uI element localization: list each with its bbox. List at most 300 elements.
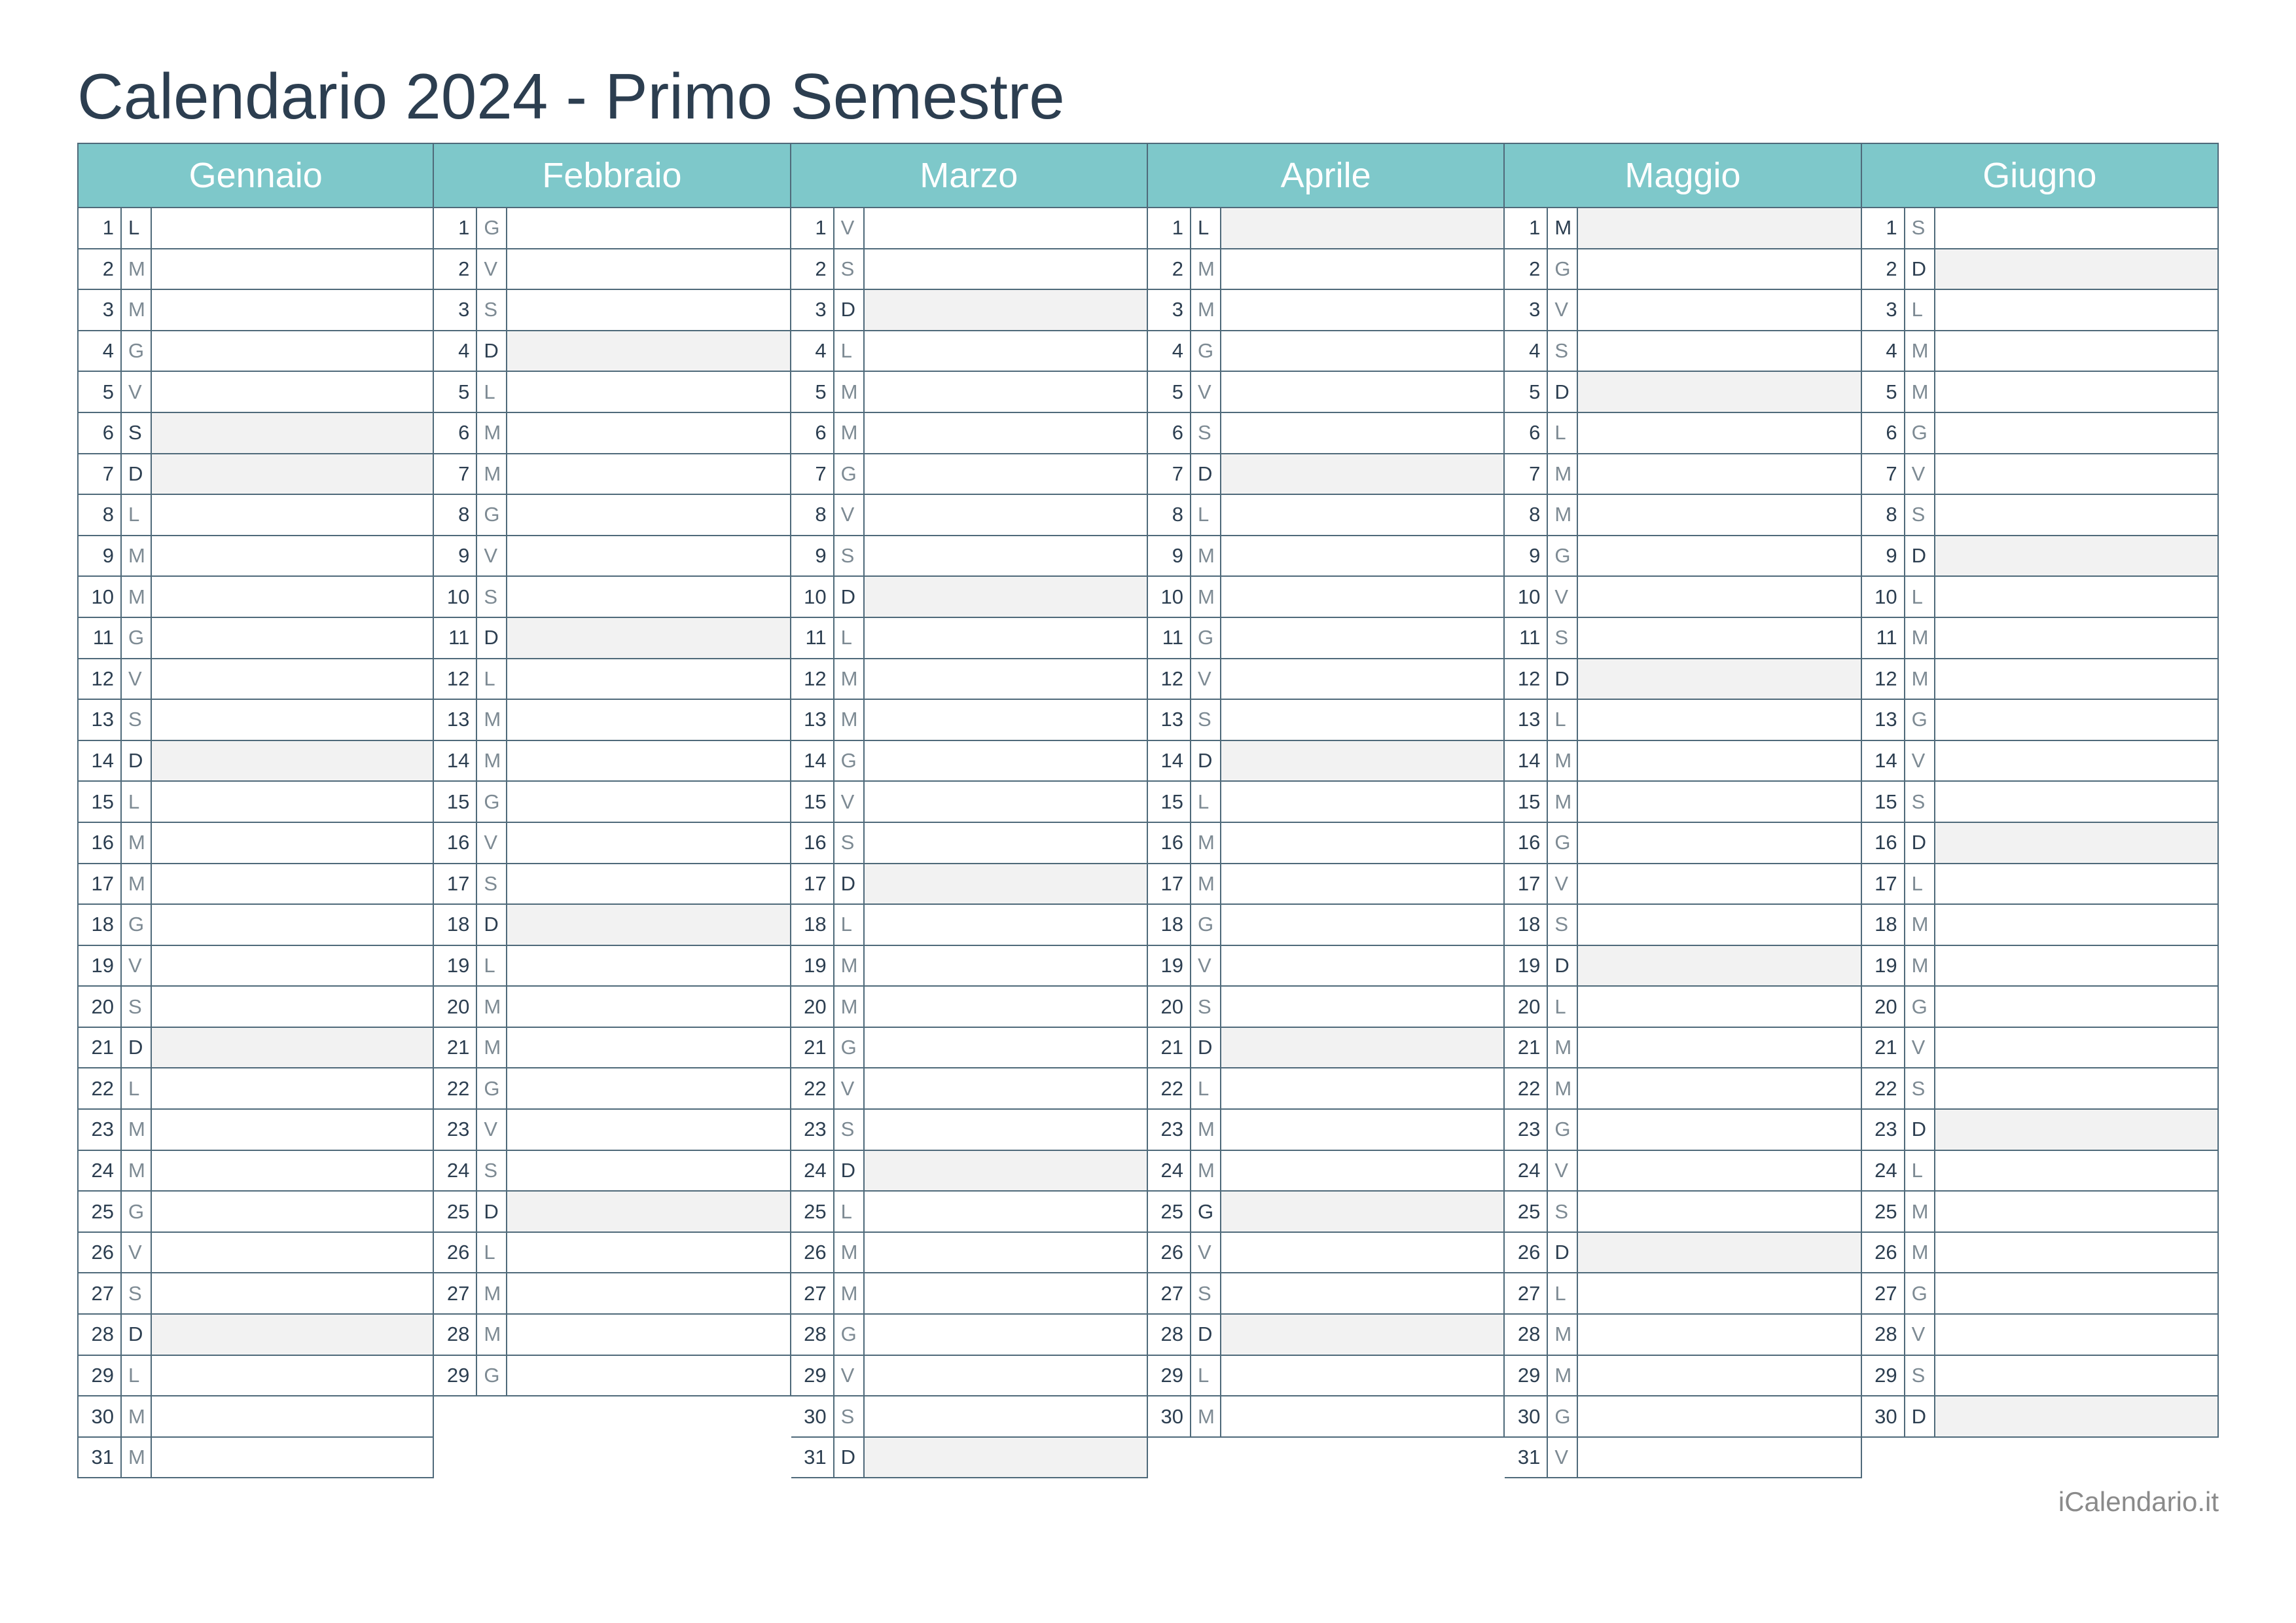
day-note-cell[interactable]: [1221, 987, 1503, 1027]
day-note-cell[interactable]: [507, 782, 789, 822]
weekday-letter: M: [1905, 905, 1935, 945]
day-note-cell[interactable]: [152, 1028, 433, 1068]
day-note-cell[interactable]: [865, 1151, 1147, 1191]
day-note-cell[interactable]: [1221, 618, 1503, 658]
day-note-cell[interactable]: [1935, 1192, 2217, 1231]
day-number: 14: [1862, 741, 1905, 781]
day-number: 24: [1505, 1151, 1548, 1191]
day-note-cell[interactable]: [507, 495, 789, 535]
day-note-cell[interactable]: [1935, 1028, 2217, 1068]
day-note-cell[interactable]: [865, 659, 1147, 699]
day-number: 16: [79, 823, 122, 863]
day-note-cell[interactable]: [1578, 454, 1860, 494]
day-note-cell[interactable]: [1935, 1151, 2217, 1191]
day-note-cell[interactable]: [1935, 700, 2217, 740]
day-note-cell[interactable]: [1221, 1396, 1503, 1436]
month-header: Aprile: [1148, 143, 1505, 208]
day-row: [1148, 290, 1503, 331]
weekday-letter: D: [834, 1151, 865, 1191]
day-note-cell[interactable]: [152, 1068, 433, 1108]
day-note-cell[interactable]: [1578, 1396, 1860, 1436]
day-row: [1862, 987, 2217, 1028]
day-row: [79, 454, 433, 496]
day-note-cell[interactable]: [507, 536, 789, 576]
day-note-cell[interactable]: [865, 700, 1147, 740]
day-note-cell[interactable]: [507, 1356, 789, 1396]
day-number: 1: [1505, 208, 1548, 248]
weekday-letter: D: [477, 331, 507, 371]
day-note-cell[interactable]: [1935, 741, 2217, 781]
weekday-letter: D: [1191, 1315, 1221, 1355]
day-note-cell[interactable]: [1221, 454, 1503, 494]
weekday-letter: D: [1905, 249, 1935, 289]
day-row: [1862, 577, 2217, 618]
day-number: 31: [1505, 1438, 1548, 1478]
day-row: [1505, 741, 1860, 782]
day-note-cell[interactable]: [1935, 864, 2217, 904]
day-note-cell[interactable]: [1578, 659, 1860, 699]
day-number: 13: [1148, 700, 1191, 740]
day-note-cell[interactable]: [1935, 905, 2217, 945]
day-note-cell[interactable]: [152, 741, 433, 781]
day-row: [434, 249, 789, 291]
day-note-cell[interactable]: [1221, 536, 1503, 576]
weekday-letter: D: [834, 864, 865, 904]
weekday-letter: V: [1905, 1315, 1935, 1355]
day-note-cell[interactable]: [1935, 1233, 2217, 1273]
day-note-cell[interactable]: [865, 1233, 1147, 1273]
day-note-cell[interactable]: [1578, 331, 1860, 371]
day-row: [1148, 823, 1503, 864]
day-note-cell[interactable]: [507, 864, 789, 904]
day-note-cell[interactable]: [1221, 249, 1503, 289]
day-note-cell[interactable]: [152, 1438, 433, 1478]
day-note-cell[interactable]: [1221, 495, 1503, 535]
day-note-cell[interactable]: [507, 946, 789, 986]
day-note-cell[interactable]: [1221, 1192, 1503, 1231]
day-number: 17: [1148, 864, 1191, 904]
day-note-cell[interactable]: [1935, 1396, 2217, 1436]
day-note-cell[interactable]: [507, 1151, 789, 1191]
day-note-cell[interactable]: [152, 1110, 433, 1150]
day-note-cell[interactable]: [865, 1438, 1147, 1478]
weekday-letter: S: [834, 249, 865, 289]
day-note-cell[interactable]: [1935, 1356, 2217, 1396]
day-note-cell[interactable]: [865, 905, 1147, 945]
day-note-cell[interactable]: [1578, 1151, 1860, 1191]
weekday-letter: G: [1191, 1192, 1221, 1231]
day-note-cell[interactable]: [865, 372, 1147, 412]
day-note-cell[interactable]: [1221, 1273, 1503, 1313]
day-note-cell[interactable]: [1221, 1315, 1503, 1355]
day-note-cell[interactable]: [507, 577, 789, 617]
day-row: [1148, 1315, 1503, 1356]
day-note-cell[interactable]: [152, 700, 433, 740]
day-row: [1148, 1028, 1503, 1069]
weekday-letter: V: [834, 208, 865, 248]
day-note-cell[interactable]: [152, 1151, 433, 1191]
day-note-cell[interactable]: [507, 1028, 789, 1068]
day-note-cell[interactable]: [152, 495, 433, 535]
day-note-cell[interactable]: [865, 454, 1147, 494]
day-number: 19: [79, 946, 122, 986]
day-row: [434, 577, 789, 618]
day-note-cell[interactable]: [507, 372, 789, 412]
day-note-cell[interactable]: [865, 946, 1147, 986]
day-note-cell[interactable]: [1935, 413, 2217, 453]
day-row: [1862, 1068, 2217, 1110]
day-note-cell[interactable]: [152, 536, 433, 576]
day-note-cell[interactable]: [865, 1028, 1147, 1068]
day-note-cell[interactable]: [1578, 249, 1860, 289]
day-note-cell[interactable]: [1221, 823, 1503, 863]
weekday-letter: V: [1191, 659, 1221, 699]
day-note-cell[interactable]: [507, 987, 789, 1027]
day-note-cell[interactable]: [1578, 1028, 1860, 1068]
weekday-letter: M: [1191, 536, 1221, 576]
day-note-cell[interactable]: [865, 290, 1147, 330]
weekday-letter: M: [1548, 208, 1578, 248]
weekday-letter: M: [477, 454, 507, 494]
day-note-cell[interactable]: [1935, 659, 2217, 699]
day-row: [1505, 1396, 1860, 1438]
month-column-aprile: [1148, 143, 1505, 1438]
day-row: [1505, 290, 1860, 331]
day-note-cell[interactable]: [152, 372, 433, 412]
weekday-letter: S: [1191, 1273, 1221, 1313]
weekday-letter: L: [1191, 1356, 1221, 1396]
day-note-cell[interactable]: [1935, 372, 2217, 412]
weekday-letter: S: [1548, 905, 1578, 945]
day-note-cell[interactable]: [1221, 1110, 1503, 1150]
day-note-cell[interactable]: [152, 208, 433, 248]
day-note-cell[interactable]: [1935, 1110, 2217, 1150]
day-note-cell[interactable]: [152, 413, 433, 453]
day-row: [791, 577, 1147, 618]
day-row: [1148, 1110, 1503, 1151]
day-note-cell[interactable]: [1578, 1315, 1860, 1355]
weekday-letter: M: [834, 659, 865, 699]
day-note-cell[interactable]: [865, 1273, 1147, 1313]
weekday-letter: D: [1905, 823, 1935, 863]
day-row: [1862, 454, 2217, 496]
day-note-cell[interactable]: [865, 1068, 1147, 1108]
day-note-cell[interactable]: [1578, 1438, 1860, 1478]
day-row: [791, 208, 1147, 249]
day-note-cell[interactable]: [865, 536, 1147, 576]
day-row: [791, 1356, 1147, 1397]
day-number: 22: [1148, 1068, 1191, 1108]
day-note-cell[interactable]: [1578, 413, 1860, 453]
weekday-letter: V: [122, 946, 152, 986]
day-number: 8: [1505, 495, 1548, 535]
day-note-cell[interactable]: [1935, 249, 2217, 289]
day-row: [79, 372, 433, 413]
day-note-cell[interactable]: [865, 1110, 1147, 1150]
day-note-cell[interactable]: [1578, 782, 1860, 822]
day-note-cell[interactable]: [1935, 618, 2217, 658]
day-note-cell[interactable]: [1221, 741, 1503, 781]
day-note-cell[interactable]: [1935, 1068, 2217, 1108]
day-note-cell[interactable]: [1221, 905, 1503, 945]
day-note-cell[interactable]: [152, 290, 433, 330]
weekday-letter: S: [1905, 782, 1935, 822]
day-note-cell[interactable]: [1935, 1273, 2217, 1313]
day-note-cell[interactable]: [1578, 1356, 1860, 1396]
day-note-cell[interactable]: [865, 495, 1147, 535]
day-note-cell[interactable]: [865, 1192, 1147, 1231]
day-note-cell[interactable]: [1578, 536, 1860, 576]
weekday-letter: L: [122, 1068, 152, 1108]
day-note-cell[interactable]: [152, 1396, 433, 1436]
day-note-cell[interactable]: [1221, 659, 1503, 699]
day-note-cell[interactable]: [152, 1233, 433, 1273]
weekday-letter: D: [477, 1192, 507, 1231]
day-row: [1505, 1438, 1860, 1479]
day-row: [79, 700, 433, 741]
day-note-cell[interactable]: [1578, 1192, 1860, 1231]
day-number: 27: [79, 1273, 122, 1313]
day-note-cell[interactable]: [152, 659, 433, 699]
day-note-cell[interactable]: [1578, 823, 1860, 863]
weekday-letter: M: [1191, 823, 1221, 863]
day-note-cell[interactable]: [865, 331, 1147, 371]
day-number: 18: [1862, 905, 1905, 945]
day-note-cell[interactable]: [1935, 290, 2217, 330]
day-note-cell[interactable]: [865, 823, 1147, 863]
day-note-cell[interactable]: [1578, 372, 1860, 412]
day-note-cell[interactable]: [1221, 1356, 1503, 1396]
day-row: [434, 1068, 789, 1110]
day-note-cell[interactable]: [1578, 700, 1860, 740]
weekday-letter: G: [1905, 1273, 1935, 1313]
weekday-letter: M: [1905, 1233, 1935, 1273]
day-note-cell[interactable]: [1578, 208, 1860, 248]
day-note-cell[interactable]: [1221, 1068, 1503, 1108]
day-note-cell[interactable]: [1935, 823, 2217, 863]
day-note-cell[interactable]: [1578, 495, 1860, 535]
weekday-letter: M: [834, 987, 865, 1027]
day-row: [791, 1028, 1147, 1069]
day-note-cell[interactable]: [1578, 1110, 1860, 1150]
weekday-letter: V: [122, 1233, 152, 1273]
day-number: 19: [434, 946, 477, 986]
day-note-cell[interactable]: [1578, 864, 1860, 904]
day-number: 15: [434, 782, 477, 822]
day-row: [434, 208, 789, 249]
day-note-cell[interactable]: [865, 741, 1147, 781]
weekday-letter: D: [1548, 946, 1578, 986]
day-note-cell[interactable]: [507, 1233, 789, 1273]
day-note-cell[interactable]: [1221, 864, 1503, 904]
day-note-cell[interactable]: [865, 208, 1147, 248]
day-note-cell[interactable]: [1935, 536, 2217, 576]
day-note-cell[interactable]: [1578, 1233, 1860, 1273]
day-note-cell[interactable]: [152, 1356, 433, 1396]
day-note-cell[interactable]: [152, 1192, 433, 1231]
day-note-cell[interactable]: [865, 782, 1147, 822]
day-note-cell[interactable]: [507, 1068, 789, 1108]
day-note-cell[interactable]: [507, 413, 789, 453]
day-note-cell[interactable]: [865, 1396, 1147, 1436]
day-note-cell[interactable]: [1935, 1315, 2217, 1355]
day-row: [1862, 1151, 2217, 1192]
day-row: [79, 208, 433, 249]
day-number: 2: [791, 249, 834, 289]
weekday-letter: M: [1548, 782, 1578, 822]
day-number: 10: [1862, 577, 1905, 617]
day-note-cell[interactable]: [1935, 987, 2217, 1027]
day-row: [791, 290, 1147, 331]
day-note-cell[interactable]: [1221, 1151, 1503, 1191]
day-note-cell[interactable]: [1578, 290, 1860, 330]
day-note-cell[interactable]: [865, 1315, 1147, 1355]
day-note-cell[interactable]: [152, 454, 433, 494]
day-note-cell[interactable]: [1578, 1273, 1860, 1313]
day-note-cell[interactable]: [865, 577, 1147, 617]
weekday-letter: V: [1548, 864, 1578, 904]
day-row: [1148, 864, 1503, 905]
day-row: [1862, 700, 2217, 741]
day-note-cell[interactable]: [152, 249, 433, 289]
weekday-letter: L: [1905, 864, 1935, 904]
day-note-cell[interactable]: [1578, 741, 1860, 781]
day-note-cell[interactable]: [1578, 946, 1860, 986]
day-note-cell[interactable]: [152, 1273, 433, 1313]
day-note-cell[interactable]: [865, 618, 1147, 658]
day-note-cell[interactable]: [1221, 413, 1503, 453]
day-row: [434, 331, 789, 373]
day-note-cell[interactable]: [1935, 782, 2217, 822]
day-note-cell[interactable]: [1221, 700, 1503, 740]
day-note-cell[interactable]: [865, 987, 1147, 1027]
day-note-cell[interactable]: [865, 1356, 1147, 1396]
day-note-cell[interactable]: [507, 208, 789, 248]
day-number: 8: [434, 495, 477, 535]
day-note-cell[interactable]: [507, 1110, 789, 1150]
day-note-cell[interactable]: [507, 618, 789, 658]
day-note-cell[interactable]: [865, 864, 1147, 904]
day-row: [79, 495, 433, 536]
day-note-cell[interactable]: [1935, 577, 2217, 617]
day-note-cell[interactable]: [1935, 208, 2217, 248]
day-note-cell[interactable]: [507, 659, 789, 699]
day-note-cell[interactable]: [152, 905, 433, 945]
day-note-cell[interactable]: [507, 700, 789, 740]
weekday-letter: L: [477, 372, 507, 412]
day-row: [79, 1192, 433, 1233]
day-row: [434, 864, 789, 905]
day-number: 25: [79, 1192, 122, 1231]
day-note-cell[interactable]: [1578, 905, 1860, 945]
weekday-letter: M: [477, 987, 507, 1027]
day-note-cell[interactable]: [507, 1315, 789, 1355]
weekday-letter: V: [834, 495, 865, 535]
day-row: [1148, 1273, 1503, 1315]
day-note-cell[interactable]: [1578, 987, 1860, 1027]
weekday-letter: G: [122, 331, 152, 371]
day-number: 4: [1862, 331, 1905, 371]
day-number: 11: [1148, 618, 1191, 658]
day-row: [791, 536, 1147, 577]
day-row: [79, 1356, 433, 1397]
day-row: [1148, 331, 1503, 373]
day-number: 13: [791, 700, 834, 740]
day-note-cell[interactable]: [1221, 946, 1503, 986]
day-note-cell[interactable]: [507, 331, 789, 371]
day-note-cell[interactable]: [1221, 331, 1503, 371]
day-row: [79, 946, 433, 987]
day-note-cell[interactable]: [1221, 208, 1503, 248]
day-note-cell[interactable]: [152, 577, 433, 617]
day-note-cell[interactable]: [1578, 577, 1860, 617]
day-row: [434, 413, 789, 454]
weekday-letter: G: [1548, 1396, 1578, 1436]
day-note-cell[interactable]: [507, 249, 789, 289]
month-header: Febbraio: [434, 143, 791, 208]
day-note-cell[interactable]: [152, 331, 433, 371]
weekday-letter: L: [122, 782, 152, 822]
day-note-cell[interactable]: [152, 823, 433, 863]
day-note-cell[interactable]: [1221, 577, 1503, 617]
day-note-cell[interactable]: [1935, 495, 2217, 535]
day-note-cell[interactable]: [507, 1192, 789, 1231]
weekday-letter: D: [1905, 536, 1935, 576]
day-note-cell[interactable]: [507, 1273, 789, 1313]
day-note-cell[interactable]: [1221, 372, 1503, 412]
day-note-cell[interactable]: [152, 618, 433, 658]
day-note-cell[interactable]: [1221, 1233, 1503, 1273]
day-number: 20: [1862, 987, 1905, 1027]
day-note-cell[interactable]: [152, 946, 433, 986]
day-note-cell[interactable]: [507, 905, 789, 945]
day-note-cell[interactable]: [152, 1315, 433, 1355]
day-note-cell[interactable]: [1578, 1068, 1860, 1108]
day-note-cell[interactable]: [507, 741, 789, 781]
day-note-cell[interactable]: [865, 249, 1147, 289]
day-row: [1148, 1396, 1503, 1438]
day-note-cell[interactable]: [1935, 331, 2217, 371]
day-note-cell[interactable]: [1221, 290, 1503, 330]
weekday-letter: M: [834, 1273, 865, 1313]
day-row: [791, 700, 1147, 741]
weekday-letter: V: [1191, 1233, 1221, 1273]
weekday-letter: D: [1191, 454, 1221, 494]
day-number: 24: [434, 1151, 477, 1191]
day-note-cell[interactable]: [1221, 782, 1503, 822]
day-note-cell[interactable]: [865, 413, 1147, 453]
day-row: [1148, 1192, 1503, 1233]
weekday-letter: G: [834, 741, 865, 781]
day-row: [1505, 659, 1860, 701]
day-number: 6: [1505, 413, 1548, 453]
weekday-letter: G: [1548, 249, 1578, 289]
day-note-cell[interactable]: [1935, 946, 2217, 986]
day-row: [791, 946, 1147, 987]
day-note-cell[interactable]: [507, 290, 789, 330]
day-note-cell[interactable]: [507, 823, 789, 863]
day-number: 21: [79, 1028, 122, 1068]
day-row: [1148, 372, 1503, 413]
day-note-cell[interactable]: [1221, 1028, 1503, 1068]
day-note-cell[interactable]: [1578, 618, 1860, 658]
day-note-cell[interactable]: [152, 864, 433, 904]
day-note-cell[interactable]: [152, 782, 433, 822]
day-note-cell[interactable]: [1935, 454, 2217, 494]
weekday-letter: L: [1905, 1151, 1935, 1191]
day-note-cell[interactable]: [507, 454, 789, 494]
day-note-cell[interactable]: [152, 987, 433, 1027]
